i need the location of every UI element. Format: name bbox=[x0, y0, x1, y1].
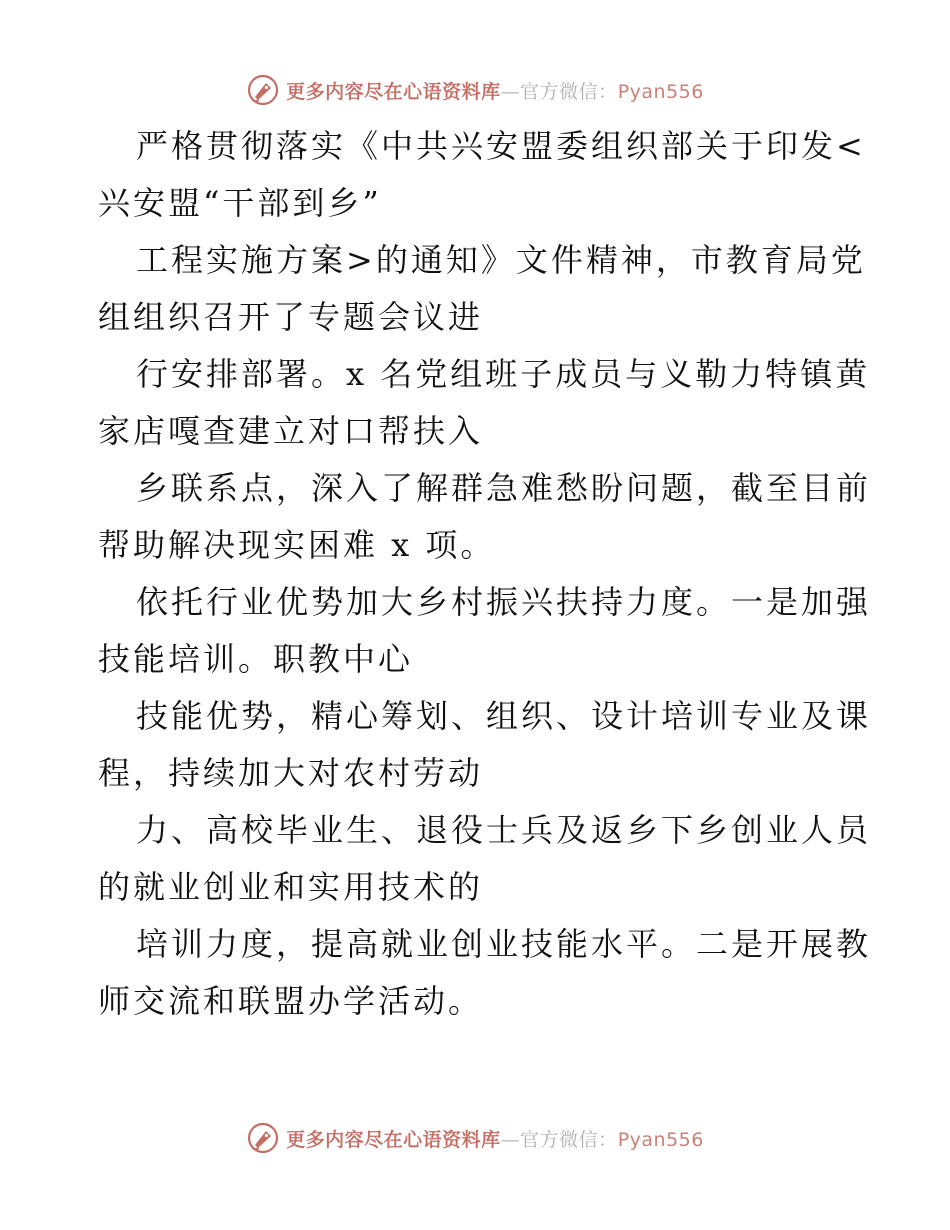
paragraph bbox=[98, 688, 872, 802]
header-banner bbox=[0, 70, 950, 110]
banner-text bbox=[286, 1125, 704, 1152]
banner-brand: 更多内容尽在心语资料库 bbox=[286, 1128, 501, 1151]
paragraph-line: 严格贯彻落实《中共兴安盟委组织部关于印发< bbox=[136, 127, 866, 165]
paragraph-line: 乡联系点，深入了解群急难愁盼问题，截至目前 bbox=[136, 469, 872, 507]
paragraph-line: 技能培训。职教中心 bbox=[98, 640, 414, 678]
paragraph-line: 工程实施方案>的通知》文件精神，市教育局党 bbox=[136, 241, 866, 279]
paragraph bbox=[98, 346, 871, 460]
paragraph bbox=[98, 916, 872, 1030]
banner-wechat-id: Pyan556 bbox=[617, 1128, 704, 1151]
paragraph-line: 力、高校毕业生、退役士兵及返乡下乡创业人员 bbox=[136, 811, 872, 849]
banner-wechat-id: Pyan556 bbox=[617, 80, 704, 103]
banner-brand: 更多内容尽在心语资料库 bbox=[286, 80, 501, 103]
paragraph-line: 依托行业优势加大乡村振兴扶持力度。一是加强 bbox=[136, 583, 872, 621]
paragraph-line: 家店嘎查建立对口帮扶入 bbox=[98, 412, 484, 450]
banner-separator: — bbox=[500, 1128, 521, 1151]
pen-nib-icon bbox=[246, 1121, 280, 1155]
paragraph bbox=[98, 802, 872, 916]
paragraph-line: 技能优势，精心筹划、组织、设计培训专业及课 bbox=[136, 697, 872, 735]
paragraph-line: 组组织召开了专题会议进 bbox=[98, 298, 484, 336]
paragraph bbox=[98, 460, 872, 574]
paragraph-line: 师交流和联盟办学活动。 bbox=[98, 982, 484, 1020]
banner-wechat-label: 官方微信： bbox=[520, 1128, 618, 1151]
document-body bbox=[98, 118, 872, 1030]
paragraph-line: 帮助解决现实困难 x 项。 bbox=[98, 526, 496, 564]
paragraph-line: 行安排部署。x 名党组班子成员与义勒力特镇黄 bbox=[136, 355, 871, 393]
paragraph-line: 程，持续加大对农村劳动 bbox=[98, 754, 484, 792]
footer-banner bbox=[0, 1118, 950, 1158]
paragraph-line: 的就业创业和实用技术的 bbox=[98, 868, 484, 906]
banner-text bbox=[286, 77, 704, 104]
paragraph bbox=[98, 118, 866, 232]
banner-wechat-label: 官方微信： bbox=[520, 80, 618, 103]
paragraph-line: 培训力度，提高就业创业技能水平。二是开展教 bbox=[136, 925, 872, 963]
paragraph-line: 兴安盟“干部到乡” bbox=[98, 184, 382, 222]
pen-nib-icon bbox=[246, 73, 280, 107]
paragraph bbox=[98, 574, 872, 688]
banner-separator: — bbox=[500, 80, 521, 103]
paragraph bbox=[98, 232, 866, 346]
